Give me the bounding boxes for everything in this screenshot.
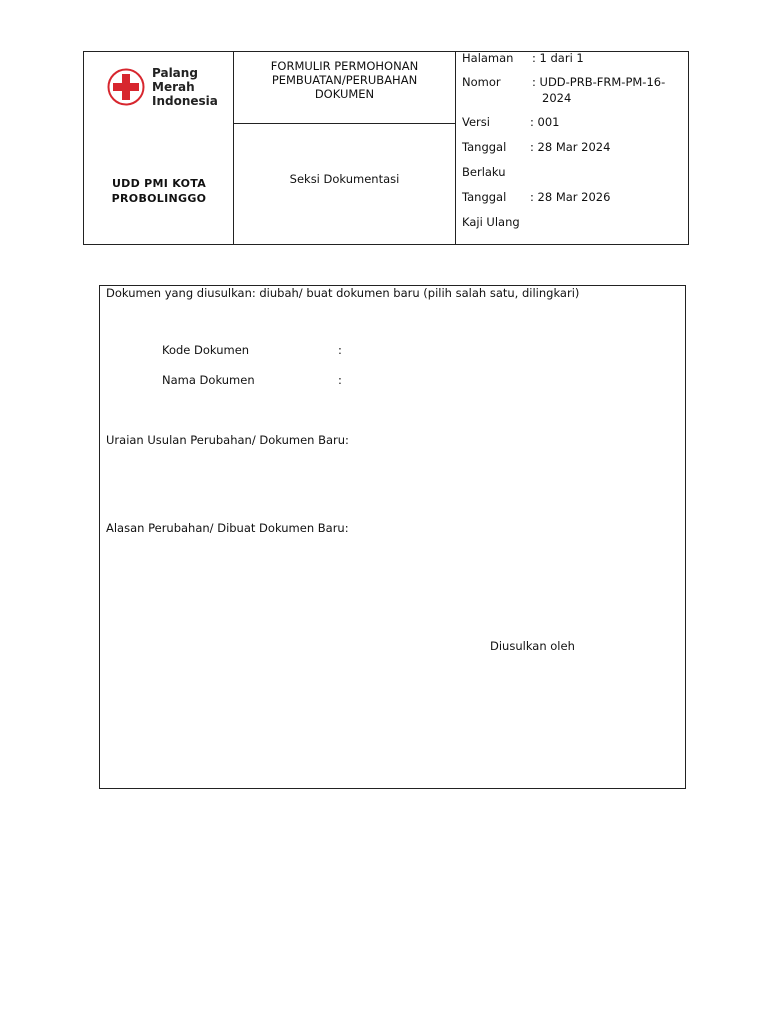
meta-nomor bbox=[462, 75, 666, 89]
section-name: Seksi Dokumentasi bbox=[289, 172, 400, 186]
pmi-logo bbox=[106, 66, 218, 108]
meta-versi bbox=[462, 115, 560, 129]
logo-line: Merah bbox=[152, 80, 195, 94]
meta-nomor-continued: 2024 bbox=[542, 91, 572, 105]
meta-label: Tanggal bbox=[462, 140, 507, 154]
kode-dokumen-field[interactable] bbox=[350, 341, 650, 359]
form-title bbox=[234, 52, 455, 124]
uraian-label: Uraian Usulan Perubahan/ Dokumen Baru: bbox=[106, 433, 349, 447]
logo-line: Palang bbox=[152, 66, 198, 80]
document-meta bbox=[456, 52, 688, 244]
kode-dokumen-colon: : bbox=[338, 343, 342, 357]
title-line: PEMBUATAN/PERUBAHAN bbox=[271, 73, 418, 87]
request-form bbox=[99, 285, 686, 789]
organization-name bbox=[84, 176, 234, 206]
meta-label: Nomor bbox=[462, 75, 501, 89]
meta-label: Versi bbox=[462, 115, 490, 129]
logo-line: Indonesia bbox=[152, 94, 218, 108]
meta-label: Halaman bbox=[462, 51, 514, 65]
org-line: PROBOLINGGO bbox=[111, 192, 207, 205]
logo-wordmark bbox=[152, 66, 218, 108]
nama-dokumen-field[interactable] bbox=[350, 371, 650, 389]
meta-label: Tanggal bbox=[462, 190, 507, 204]
document-header-table bbox=[83, 51, 689, 245]
meta-value: : UDD-PRB-FRM-PM-16- bbox=[532, 75, 666, 89]
meta-value: : 28 Mar 2026 bbox=[530, 190, 611, 204]
meta-value: : 28 Mar 2024 bbox=[530, 140, 611, 154]
title-line: FORMULIR PERMOHONAN bbox=[270, 59, 419, 73]
meta-tanggal-berlaku bbox=[462, 140, 611, 154]
nama-dokumen-colon: : bbox=[338, 373, 342, 387]
alasan-label: Alasan Perubahan/ Dibuat Dokumen Baru: bbox=[106, 521, 349, 535]
title-line: DOKUMEN bbox=[314, 87, 375, 101]
uraian-field[interactable] bbox=[106, 451, 676, 511]
meta-value: : 1 dari 1 bbox=[532, 51, 584, 65]
signature-area[interactable] bbox=[460, 661, 660, 761]
form-intro: Dokumen yang diusulkan: diubah/ buat dokumen baru (pilih salah satu, dilingkari) bbox=[106, 286, 580, 300]
meta-tanggal-kaji-ulang bbox=[462, 190, 611, 204]
red-cross-icon bbox=[106, 67, 146, 107]
meta-halaman bbox=[462, 51, 584, 65]
diusulkan-oleh-label: Diusulkan oleh bbox=[490, 639, 575, 653]
meta-label: Berlaku bbox=[462, 165, 506, 179]
meta-value: : 001 bbox=[530, 115, 560, 129]
kode-dokumen-label: Kode Dokumen bbox=[162, 343, 250, 357]
org-line: UDD PMI KOTA bbox=[111, 177, 207, 190]
nama-dokumen-label: Nama Dokumen bbox=[162, 373, 255, 387]
alasan-field[interactable] bbox=[106, 539, 676, 629]
meta-label: Kaji Ulang bbox=[462, 215, 520, 229]
logo-cell bbox=[84, 52, 234, 244]
